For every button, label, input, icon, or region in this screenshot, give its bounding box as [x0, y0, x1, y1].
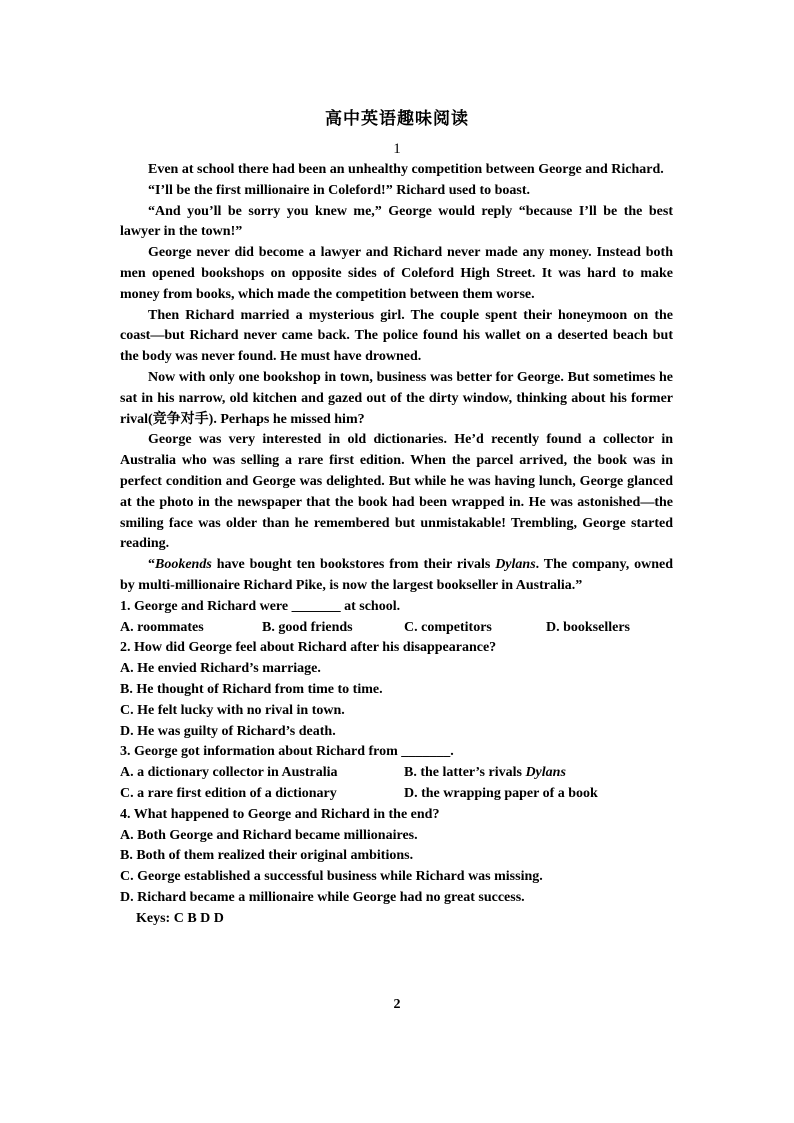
- option-b-emphasis: Dylans: [525, 765, 566, 781]
- paragraph-2: “I’ll be the first millionaire in Coleford!” Richard used to boast.: [148, 182, 531, 198]
- paragraph-3: “And you’ll be sorry you knew me,” George would reply “because I’ll be the best lawyer in the town!”: [120, 203, 673, 240]
- section-number: 1: [393, 141, 401, 157]
- option-d: D. He was guilty of Richard’s death.: [120, 723, 336, 739]
- option-b: [404, 763, 566, 784]
- option-a: A. a dictionary collector in Australia: [120, 765, 338, 781]
- company-name-bookends: Bookends: [155, 557, 212, 573]
- option-a: A. roommates: [120, 619, 204, 635]
- option-a: A. He envied Richard’s marriage.: [120, 661, 321, 677]
- company-name-dylans: Dylans: [495, 557, 536, 573]
- page-title: 高中英语趣味阅读: [325, 109, 469, 128]
- option-b-text: B. the latter’s rivals: [404, 765, 526, 781]
- option-c: C. competitors: [404, 619, 492, 635]
- paragraph-8-rest: . The company, owned by multi-millionaire Richard Pike, is now the largest bookseller in Australia.”: [120, 557, 673, 593]
- question-3-options-ab: [120, 763, 673, 784]
- question-1-options: [120, 618, 673, 639]
- paragraph-5: Then Richard married a mysterious girl. The couple spent their honeymoon on the coast—but Richard never came back. The police found his wallet on a deserted beach but the body was never found. He must have drowned.: [120, 307, 673, 365]
- paragraph-8: [120, 555, 673, 597]
- paragraph-4: George never did become a lawyer and Richard never made any money. Instead both men opened bookshops on opposite sides of Coleford High Street. It was hard to make money from books, which made the competition between them worse.: [120, 245, 673, 302]
- quote-open: “: [148, 557, 155, 573]
- option-b: B. He thought of Richard from time to time.: [120, 681, 383, 697]
- option-b: B. Both of them realized their original ambitions.: [120, 848, 414, 864]
- paragraph-1: Even at school there had been an unhealthy competition between George and Richard.: [148, 162, 664, 177]
- option-d: D. booksellers: [546, 619, 630, 635]
- answer-keys: Keys: C B D D: [136, 910, 224, 926]
- page-number: 2: [393, 997, 401, 1012]
- paragraph-7: George was very interested in old dictionaries. He’d recently found a collector in Australia who was selling a rare first edition. When the parcel arrived, the book was in perfect condition and George was delighted. But while he was having lunch, George glanced at the photo in the newspaper that the book had been wrapped in. He was astonished—the smiling face was older than he remembered but unmistakable! Trembling, George started reading.: [120, 432, 673, 552]
- question-3-stem: 3. George got information about Richard from _______.: [120, 744, 454, 760]
- option-c: C. a rare first edition of a dictionary: [120, 785, 337, 801]
- option-c: C. George established a successful business while Richard was missing.: [120, 869, 543, 885]
- option-d: D. the wrapping paper of a book: [404, 785, 598, 801]
- question-4-stem: 4. What happened to George and Richard in the end?: [120, 806, 440, 822]
- option-a: A. Both George and Richard became millionaires.: [120, 827, 418, 843]
- paragraph-8-mid: have bought ten bookstores from their rivals: [211, 557, 496, 573]
- question-3-options-cd: [120, 784, 673, 805]
- question-2-stem: 2. How did George feel about Richard after his disappearance?: [120, 640, 497, 656]
- document-body: [120, 160, 673, 929]
- option-c: C. He felt lucky with no rival in town.: [120, 702, 345, 718]
- paragraph-6: Now with only one bookshop in town, business was better for George. But sometimes he sat in his narrow, old kitchen and gazed out of the dirty window, thinking about his former rival(竞争对手). Perhaps he missed him?: [120, 369, 673, 427]
- option-d: D. Richard became a millionaire while George had no great success.: [120, 889, 525, 905]
- question-1-stem: 1. George and Richard were _______ at school.: [120, 598, 401, 614]
- option-b: B. good friends: [262, 619, 353, 635]
